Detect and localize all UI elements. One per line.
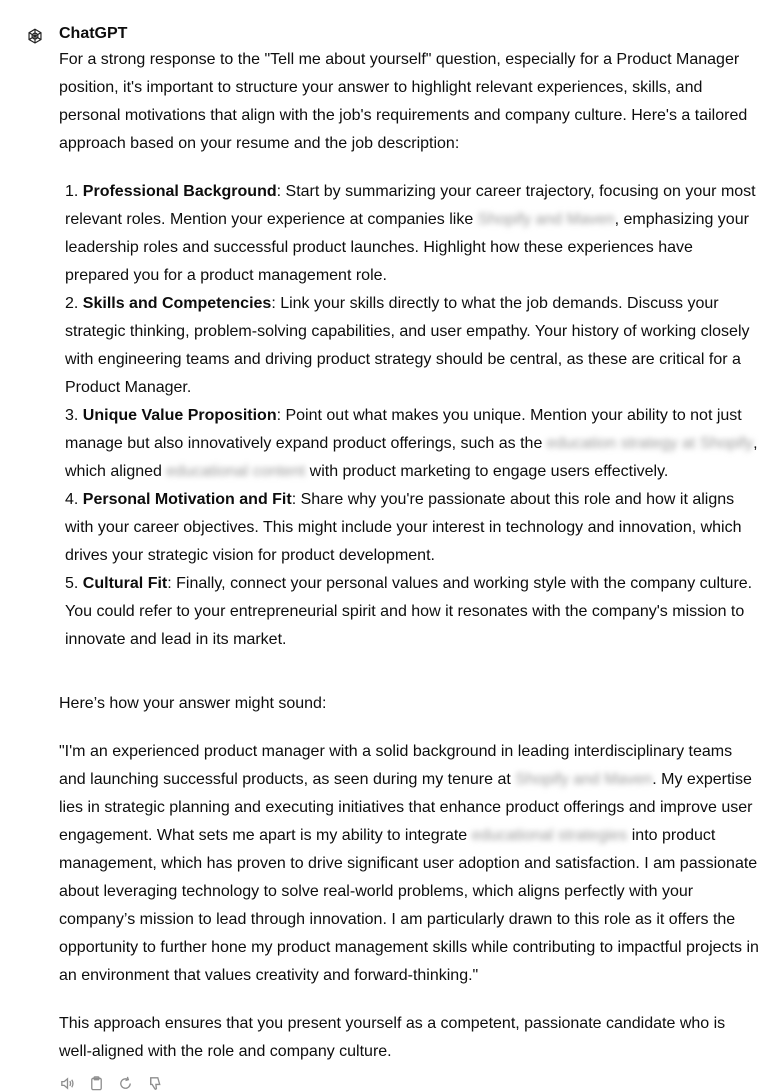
copy-icon xyxy=(88,1075,105,1092)
item-text: : Start by summarizing your career trajectory, focusing on your most relevant roles. Mention your experience at companies like xyxy=(65,183,756,228)
item-title: Personal Motivation and Fit xyxy=(82,491,292,508)
item-text: : Share why you're passionate about this role and how it aligns with your career objectives. This might include your interest in technology and innovation, which drives your strategic vision for product development. xyxy=(65,491,742,564)
list-item xyxy=(65,570,759,654)
sample-answer-paragraph xyxy=(59,738,759,990)
item-title: Unique Value Proposition xyxy=(82,407,277,424)
redacted-text: Shopify and Maven xyxy=(515,771,653,788)
redacted-text: Shopify and Maven xyxy=(477,211,615,228)
read-aloud-button[interactable] xyxy=(59,1075,76,1092)
item-text: with product marketing to engage users effectively. xyxy=(305,463,669,480)
speaker-icon xyxy=(59,1075,76,1092)
regenerate-icon xyxy=(117,1075,134,1092)
regenerate-button[interactable] xyxy=(117,1075,134,1092)
copy-button[interactable] xyxy=(88,1075,105,1092)
redacted-text: educational strategies xyxy=(471,827,628,844)
lead-in-paragraph: Here’s how your answer might sound: xyxy=(59,695,327,712)
chatgpt-avatar xyxy=(24,26,46,48)
thumbs-down-button[interactable] xyxy=(146,1075,163,1092)
item-number: 3. xyxy=(65,407,79,424)
author-name: ChatGPT xyxy=(59,25,128,42)
item-number: 2. xyxy=(65,295,79,312)
intro-paragraph: For a strong response to the "Tell me about yourself" question, especially for a Product Manager position, it's important to structure your answer to highlight relevant experiences, skills, and personal motivations that align with the job's requirements and company culture. Here's a tailored approach based on your resume and the job description: xyxy=(59,51,748,152)
message-actions xyxy=(59,1074,163,1092)
item-text: , which aligned xyxy=(65,435,758,480)
item-title: Cultural Fit xyxy=(82,575,168,592)
redacted-text: educational content xyxy=(166,463,306,480)
item-title: Professional Background xyxy=(82,183,277,200)
item-number: 5. xyxy=(65,575,79,592)
item-text: , emphasizing your leadership roles and successful product launches. Highlight how these experiences have prepared you for a product management role. xyxy=(65,211,749,284)
item-text: : Point out what makes you unique. Mention your ability to not just manage but also innovatively expand product offerings, such as the xyxy=(65,407,742,452)
redacted-text: education strategy at Shopify xyxy=(546,435,754,452)
quote-text: into product management, which has proven to drive significant user adoption and satisfaction. I am passionate about leveraging technology to solve real-world problems, which aligns perfectly with your company’s mission to lead through innovation. I am particularly drawn to this role as it offers the opportunity to further hone my product management skills while contributing to impactful projects in an environment that values creativity and forward-thinking." xyxy=(59,827,759,984)
closing-paragraph: This approach ensures that you present yourself as a competent, passionate candidate who is well-aligned with the role and company culture. xyxy=(59,1015,726,1060)
list-item xyxy=(65,402,759,486)
list-item xyxy=(65,178,759,290)
item-number: 1. xyxy=(65,183,79,200)
item-text: : Link your skills directly to what the job demands. Discuss your strategic thinking, problem-solving capabilities, and user empathy. Your history of working closely with engineering teams and driving product strategy should be central, as these are critical for a Product Manager. xyxy=(65,295,750,396)
message-body xyxy=(59,46,759,1066)
quote-text: "I'm an experienced product manager with a solid background in leading interdisciplinary teams and launching successful products, as seen during my tenure at xyxy=(59,743,733,788)
item-text: : Finally, connect your personal values and working style with the company culture. You could refer to your entrepreneurial spirit and how it resonates with the company's mission to innovate and lead in its market. xyxy=(65,575,753,648)
list-item xyxy=(65,486,759,570)
openai-logo-icon xyxy=(24,26,46,48)
quote-text: . My expertise lies in strategic planning and executing initiatives that enhance product offerings and improve user engagement. What sets me apart is my ability to integrate xyxy=(59,771,753,844)
list-item xyxy=(65,290,759,402)
item-title: Skills and Competencies xyxy=(82,295,272,312)
tips-list xyxy=(59,178,759,654)
thumbs-down-icon xyxy=(146,1075,163,1092)
item-number: 4. xyxy=(65,491,79,508)
